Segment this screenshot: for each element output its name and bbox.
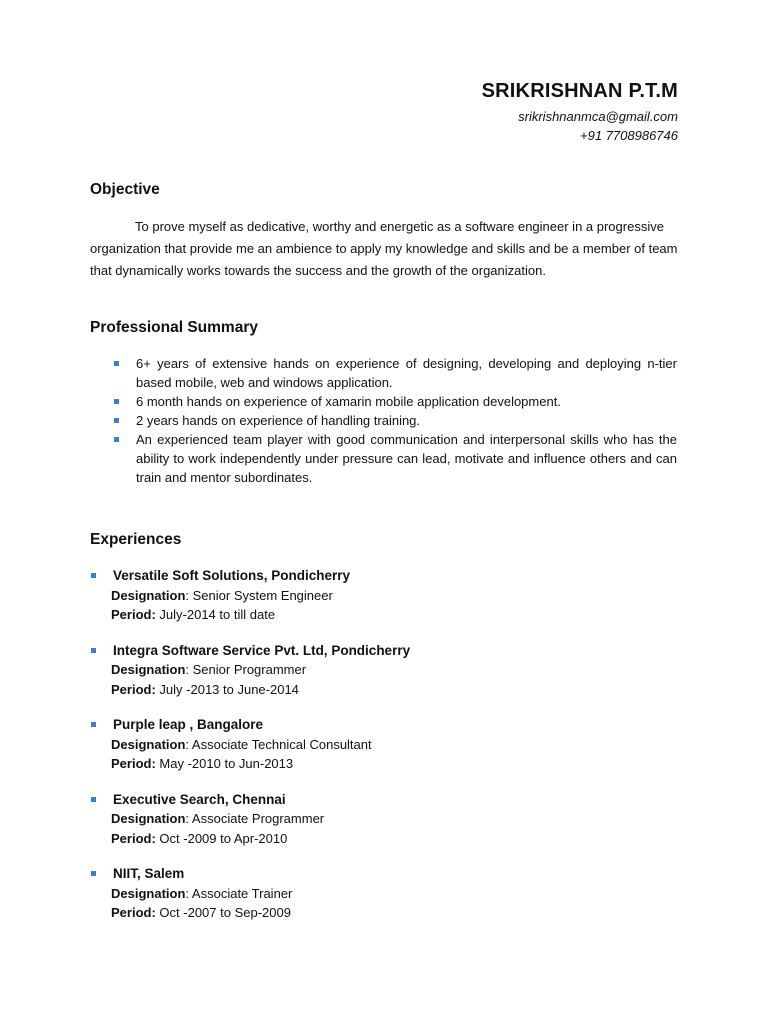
- square-bullet-icon: [114, 361, 119, 366]
- period-value: July-2014 to till date: [159, 607, 276, 622]
- objective-heading: Objective: [90, 181, 160, 198]
- designation-value: Associate Technical Consultant: [191, 736, 372, 752]
- square-bullet-icon: [114, 437, 119, 442]
- designation-line: Designation: Senior System Engineer: [111, 587, 333, 603]
- objective-paragraph: [90, 216, 678, 282]
- summary-item: [110, 411, 677, 430]
- summary-item-text: 2 years hands on experience of handling training.: [136, 413, 421, 428]
- designation-value: Senior Programmer: [192, 662, 307, 677]
- square-bullet-icon: [91, 797, 96, 802]
- summary-item-text: An experienced team player with good communication and interpersonal skills who has the ability to work independently under pressure can lead, motivate and influence others and can train and mentor subordinates.: [136, 432, 677, 485]
- summary-item: [110, 430, 677, 487]
- phone-text: +91 7708986746: [580, 128, 678, 143]
- summary-item: [110, 354, 677, 392]
- period-value: Oct -2009 to Apr-2010: [159, 830, 288, 846]
- designation-label: Designation: [111, 587, 186, 603]
- period-line: [90, 903, 410, 923]
- experience-item: [90, 566, 410, 625]
- designation-line: Designation: Associate Trainer: [111, 885, 293, 901]
- summary-heading: Professional Summary: [90, 319, 258, 336]
- company-name: NIIT, Salem: [113, 866, 185, 881]
- email-text: srikrishnanmca@gmail.com: [518, 109, 678, 124]
- designation-line: Designation: Senior Programmer: [111, 662, 307, 677]
- experiences-heading: Experiences: [90, 531, 182, 548]
- designation-label: Designation: [111, 811, 186, 826]
- summary-list: [110, 354, 677, 487]
- resume-header: [482, 78, 678, 145]
- designation-value: Senior System Engineer: [192, 587, 333, 603]
- experience-item: [90, 864, 410, 923]
- period-label: Period:: [111, 905, 156, 920]
- period-value: Oct -2007 to Sep-2009: [159, 905, 291, 920]
- period-line: [90, 605, 410, 625]
- company-name: Integra Software Service Pvt. Ltd, Pondicherry: [113, 642, 411, 658]
- square-bullet-icon: [91, 573, 96, 578]
- designation-label: Designation: [111, 736, 186, 752]
- square-bullet-icon: [91, 722, 96, 727]
- period-line: [90, 754, 410, 774]
- designation-line: Designation: Associate Technical Consultant: [111, 736, 372, 752]
- designation-value: Associate Programmer: [191, 811, 325, 826]
- period-line: [90, 680, 410, 700]
- summary-item-text: 6+ years of extensive hands on experience of designing, developing and deploying n-tier based mobile, web and windows application.: [136, 356, 677, 390]
- experience-item: [90, 715, 410, 774]
- company-name: Versatile Soft Solutions, Pondicherry: [113, 568, 351, 583]
- designation-label: Designation: [111, 662, 186, 677]
- square-bullet-icon: [91, 648, 96, 653]
- period-value: May -2010 to Jun-2013: [159, 756, 294, 771]
- designation-line: Designation: Associate Programmer: [111, 811, 325, 826]
- square-bullet-icon: [91, 871, 96, 876]
- square-bullet-icon: [114, 399, 119, 404]
- period-value: July -2013 to June-2014: [159, 681, 299, 697]
- period-label: Period:: [111, 607, 156, 622]
- designation-value: Associate Trainer: [191, 885, 293, 901]
- designation-label: Designation: [111, 885, 186, 901]
- company-name: Executive Search, Chennai: [113, 791, 286, 807]
- candidate-name: SRIKRISHNAN P.T.M: [481, 80, 678, 102]
- summary-item-text: 6 month hands on experience of xamarin mobile application development.: [136, 394, 561, 409]
- period-label: Period:: [111, 681, 156, 697]
- period-label: Period:: [111, 756, 156, 771]
- square-bullet-icon: [114, 418, 119, 423]
- experience-item: [90, 790, 410, 849]
- summary-item: [110, 392, 677, 411]
- objective-text: To prove myself as dedicative, worthy and energetic as a software engineer in a progressive organization that provide me an ambience to apply my knowledge and skills and be a member of team that dynamically works towards the success and the growth of the organization.: [90, 219, 678, 278]
- company-name: Purple leap , Bangalore: [113, 717, 264, 732]
- experience-item: [90, 641, 410, 700]
- period-line: [90, 829, 410, 849]
- experience-list: [90, 566, 410, 939]
- period-label: Period:: [111, 830, 156, 846]
